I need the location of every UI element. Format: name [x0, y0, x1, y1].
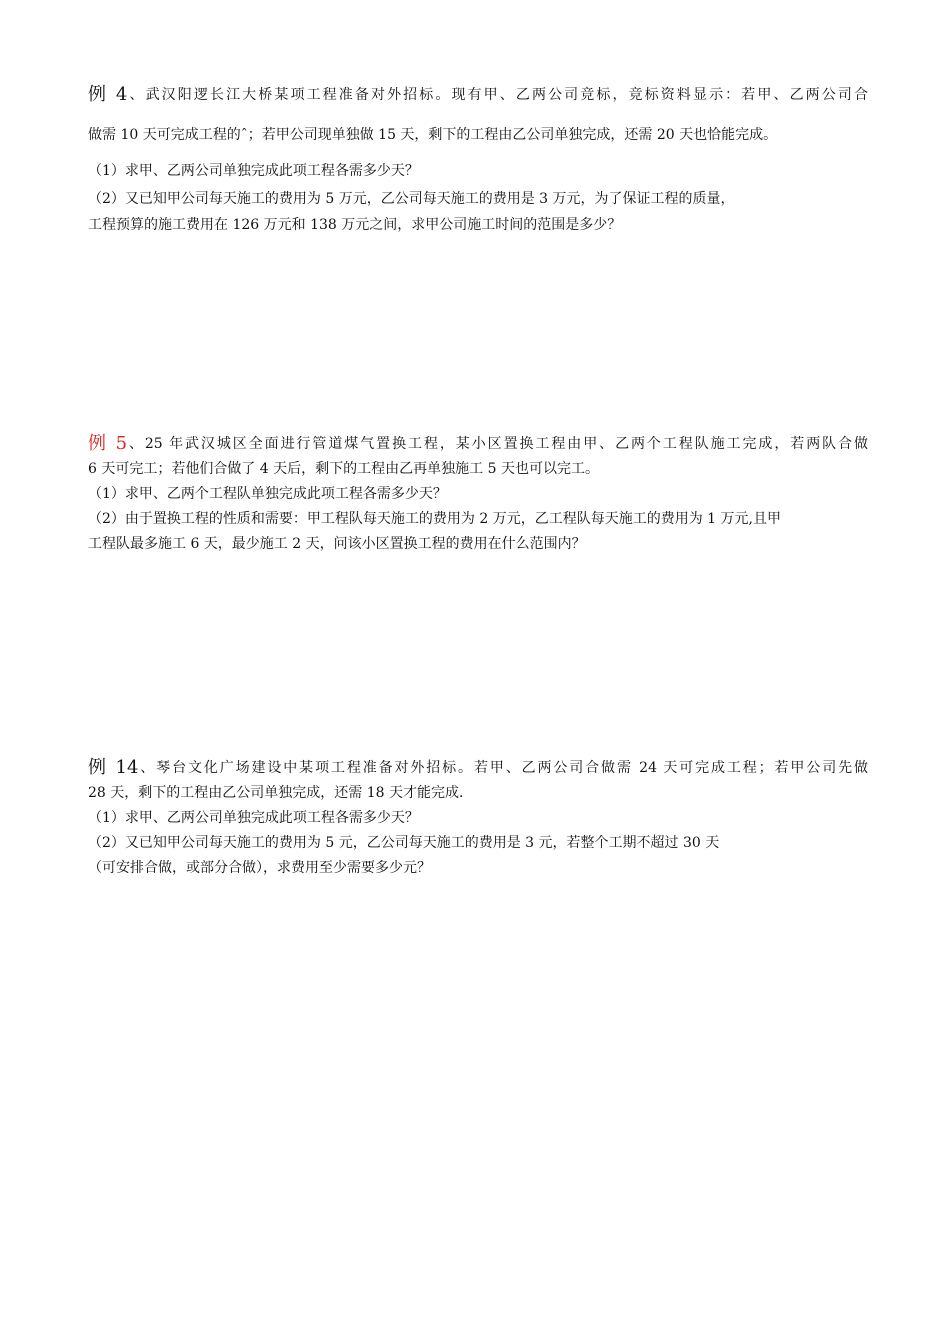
example-14-label: 例 14 — [88, 757, 139, 778]
example-5-text-1: 、25 年武汉城区全面进行管道煤气置换工程，某小区置换工程由甲、乙两个工程队施工完成，若两队合做 — [127, 436, 868, 452]
example-14-question-2-cont: （可安排合做，或部分合做），求费用至少需要多少元？ — [88, 860, 431, 876]
example-5-question-2-cont: 工程队最多施工 6 天，最少施工 2 天，问该小区置换工程的费用在什么范围内？ — [88, 536, 586, 552]
example-4-question-2-cont: 工程预算的施工费用在 126 万元和 138 万元之间，求甲公司施工时间的范围是多少？ — [88, 217, 622, 233]
example-14-text-1: 、琴台文化广场建设中某项工程准备对外招标。若甲、乙两公司合做需 24 天可完成工程；若甲公司先做 — [138, 760, 868, 776]
example-14-line-2: 28 天，剩下的工程由乙公司单独完成，还需 18 天才能完成. — [88, 785, 464, 801]
example-5-question-1: （1）求甲、乙两个工程队单独完成此项工程各需多少天？ — [88, 486, 447, 502]
example-4-question-1: （1）求甲、乙两公司单独完成此项工程各需多少天？ — [88, 163, 419, 179]
example-5-question-2: （2）由于置换工程的性质和需要：甲工程队每天施工的费用为 2 万元，乙工程队每天施工的费用为 1 万元,且甲 — [88, 511, 781, 527]
example-14-question-1: （1）求甲、乙两公司单独完成此项工程各需多少天？ — [88, 810, 419, 826]
example-5-label: 例 5 — [88, 433, 128, 454]
example-14-question-2: （2）又已知甲公司每天施工的费用为 5 元，乙公司每天施工的费用是 3 元，若整个工期不超过 30 天 — [88, 835, 720, 851]
example-4-line-2: 做需 10 天可完成工程的ˆ；若甲公司现单独做 15 天，剩下的工程由乙公司单独完成，还需 20 天也恰能完成。 — [88, 127, 778, 143]
example-4-text-1: 、武汉阳逻长江大桥某项工程准备对外招标。现有甲、乙两公司竞标，竞标资料显示：若甲、乙两公司合 — [127, 87, 868, 103]
example-5-line-2: 6 天可完工；若他们合做了 4 天后，剩下的工程由乙再单独施工 5 天也可以完工。 — [88, 461, 599, 477]
example-4-line-1 — [88, 85, 868, 105]
example-5-line-1 — [88, 434, 868, 454]
example-14-line-1 — [88, 758, 868, 778]
example-4-label: 例 4 — [88, 84, 128, 105]
example-4-question-2: （2）又已知甲公司每天施工的费用为 5 万元，乙公司每天施工的费用是 3 万元，为了保证工程的质量， — [88, 191, 735, 207]
